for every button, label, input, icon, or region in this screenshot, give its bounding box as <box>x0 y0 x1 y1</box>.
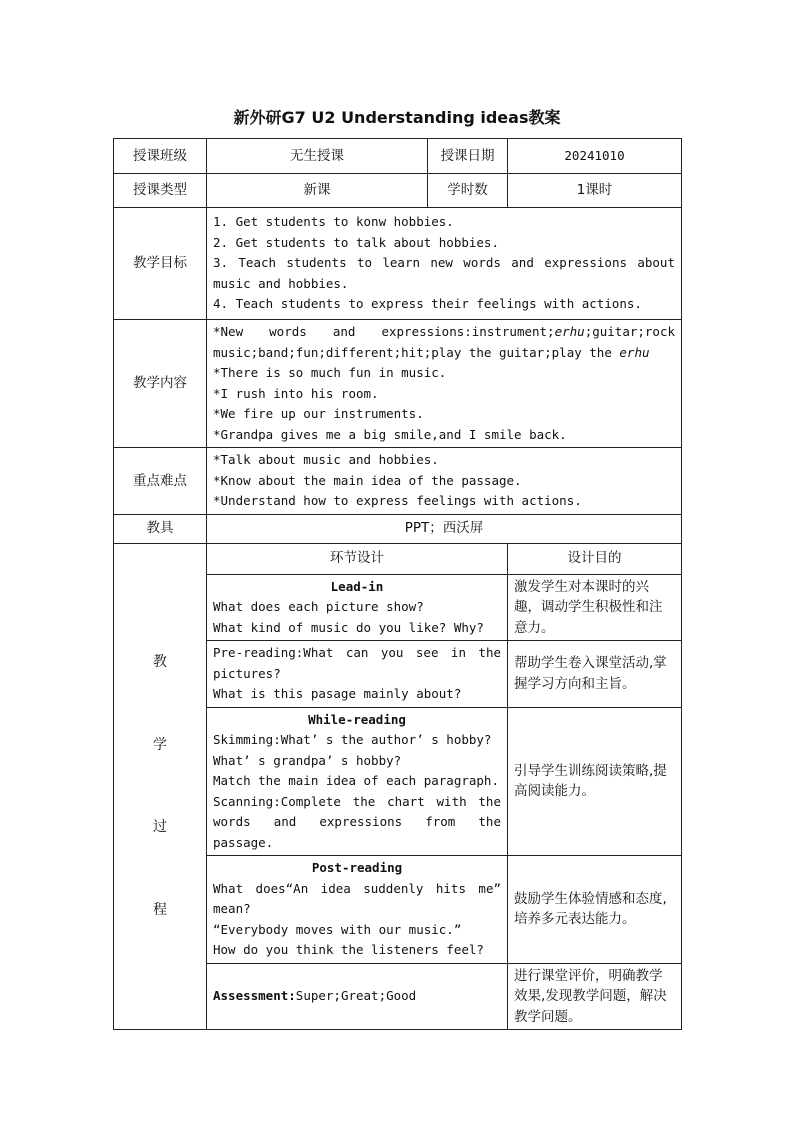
type-label: 授课类型 <box>114 174 207 208</box>
leadin-purpose: 激发学生对本课时的兴趣，调动学生积极性和注意力。 <box>508 574 682 641</box>
hours-value: 1课时 <box>508 174 682 208</box>
vocab-erhu: erhu <box>619 344 650 360</box>
postreading-quote: “Everybody moves with our music.” <box>213 921 462 937</box>
process-char: 程 <box>153 901 167 918</box>
document-title: 新外研G7 U2 Understanding ideas教案 <box>233 108 561 127</box>
tools-label: 教具 <box>114 514 207 543</box>
content-line: *There is so much fun in music. <box>213 365 447 380</box>
goals-row <box>114 208 682 320</box>
assessment-value: Super;Great;Good <box>295 988 417 1003</box>
content-line: *We fire up our instruments. <box>213 406 424 421</box>
whilereading-line: Match the main idea of each paragraph. <box>213 773 499 788</box>
whilereading-design <box>207 707 508 856</box>
goals-list <box>207 208 682 320</box>
goals-label: 教学目标 <box>114 208 207 320</box>
content-row <box>114 320 682 448</box>
process-char: 学 <box>153 736 167 753</box>
tools-row <box>114 514 682 543</box>
scanning-text: Scanning:Complete the chart with the words and expressions from the passage. <box>213 793 501 850</box>
goal-item: 3. Teach students to learn new words and expressions about music and hobbies. <box>213 255 675 291</box>
vocab-text: *New words and expressions:instrument; <box>213 324 555 339</box>
whilereading-line: What’ s grandpa’ s hobby? <box>213 752 402 768</box>
content-line: *Grandpa gives me a big smile,and I smile back. <box>213 426 567 442</box>
lesson-plan-table <box>113 138 682 1030</box>
keypoints-list <box>207 448 682 515</box>
date-value: 20241010 <box>508 139 682 174</box>
keypoints-label: 重点难点 <box>114 448 207 515</box>
design-column-header: 环节设计 <box>207 543 508 574</box>
hours-label: 学时数 <box>428 174 508 208</box>
class-label: 授课班级 <box>114 139 207 174</box>
postreading-heading: Post-reading <box>311 860 403 875</box>
prereading-purpose: 帮助学生卷入课堂活动,掌握学习方向和主旨。 <box>508 641 682 708</box>
whilereading-line: Skimming:What’ s the author’ s hobby? <box>213 732 492 747</box>
leadin-line: What kind of music do you like? Why? <box>213 619 484 635</box>
whilereading-purpose: 引导学生训练阅读策略,提高阅读能力。 <box>508 707 682 856</box>
process-header-row <box>114 543 682 574</box>
postreading-question: What does“An idea suddenly hits me” mean? <box>213 880 501 916</box>
goal-item: 1. Get students to konw hobbies. <box>213 214 454 230</box>
process-char: 过 <box>153 819 167 836</box>
class-value: 无生授课 <box>207 139 428 174</box>
tools-value: PPT；西沃屏 <box>207 514 682 543</box>
type-value: 新课 <box>207 174 428 208</box>
date-label: 授课日期 <box>428 139 508 174</box>
class-row <box>114 139 682 174</box>
whilereading-heading: While-reading <box>308 711 406 727</box>
keypoint-item: *Talk about music and hobbies. <box>213 452 439 467</box>
leadin-heading: Lead-in <box>330 578 384 594</box>
content-list <box>207 320 682 448</box>
assessment-design <box>207 963 508 1030</box>
prereading-text: Pre-reading:What can you see in the pictures? <box>213 645 501 681</box>
assessment-label: Assessment: <box>213 988 296 1003</box>
leadin-line: What does each picture show? <box>213 599 424 614</box>
keypoints-row <box>114 448 682 515</box>
postreading-question: How do you think the listeners feel? <box>213 942 484 957</box>
goal-item: 2. Get students to talk about hobbies. <box>213 234 499 250</box>
assessment-purpose: 进行课堂评价，明确教学效果,发现教学问题，解决教学问题。 <box>508 963 682 1030</box>
process-label <box>114 543 207 1030</box>
vocab-erhu: erhu <box>554 324 585 339</box>
purpose-column-header: 设计目的 <box>508 543 682 574</box>
goal-item: 4. Teach students to express their feelings with actions. <box>213 296 642 312</box>
leadin-design <box>207 574 508 641</box>
process-char: 教 <box>153 654 167 671</box>
content-line: *I rush into his room. <box>213 385 379 401</box>
postreading-design <box>207 856 508 964</box>
keypoint-item: *Understand how to express feelings with actions. <box>213 493 582 508</box>
content-label: 教学内容 <box>114 320 207 448</box>
vocab-line <box>213 322 675 363</box>
vocab-text: ;guitar;rock music;band;fun;different;hit;play the guitar;play the <box>213 324 675 360</box>
prereading-line: What is this pasage mainly about? <box>213 686 462 701</box>
keypoint-item: *Know about the main idea of the passage. <box>213 472 522 488</box>
postreading-purpose: 鼓励学生体验情感和态度,培养多元表达能力。 <box>508 856 682 964</box>
prereading-design <box>207 641 508 708</box>
type-row <box>114 174 682 208</box>
